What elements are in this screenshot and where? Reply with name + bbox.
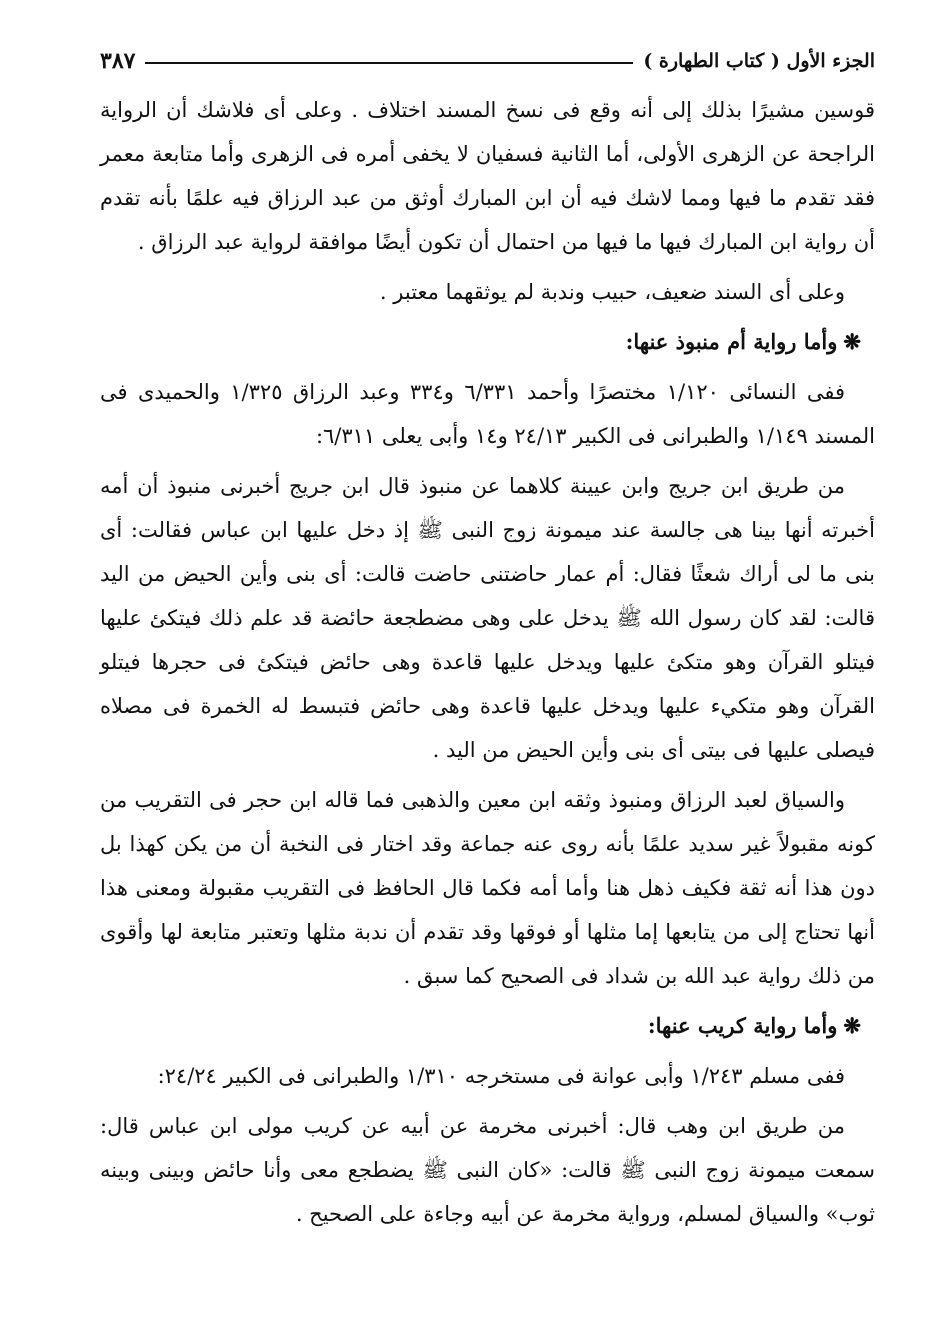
paragraph: ففى النسائى ١/١٢٠ مختصرًا وأحمد ٦/٣٣١ و٣٣٤ وعبد الرزاق ١/٣٢٥ والحميدى فى المسند ١/١٤٩ والطبرانى فى الكبير ٢٤/١٣ و١٤ وأبى يعلى ٦/٣١١: bbox=[100, 380, 875, 448]
paragraph: من طريق ابن وهب قال: أخبرنى مخرمة عن أبيه عن كريب مولى ابن عباس قال: سمعت ميمونة زوج النبى ﷺ قالت: «كان النبى ﷺ يضطجع معى وأنا حائض وبينى وبينه ثوب» والسياق لمسلم، ورواية مخرمة عن أبيه وجاءة على الصحيح . bbox=[100, 1114, 875, 1226]
page-body bbox=[100, 88, 875, 1242]
page-header bbox=[100, 44, 875, 78]
paragraph: وعلى أى السند ضعيف، حبيب وندبة لم يوثقهما معتبر . bbox=[379, 280, 845, 304]
header-rule bbox=[145, 62, 633, 64]
section-heading bbox=[100, 1004, 875, 1048]
page-number: ٣٨٧ bbox=[100, 48, 136, 74]
paragraph: قوسين مشيرًا بذلك إلى أنه وقع فى نسخ المسند اختلاف . وعلى أى فلاشك أن الرواية الراجحة عن الزهرى الأولى، أما الثانية فسفيان لا يخفى أمره فى الزهرى وأما متابعة معمر فقد تقدم ما فيها ومما لاشك فيه أن ابن المبارك أوثق من عبد الرزاق فيه علمًا بأنه تقدم أن رواية ابن المبارك فيها ما فيها من احتمال أن تكون أيضًا موافقة لرواية عبد الرزاق . bbox=[100, 98, 875, 254]
running-title: الجزء الأول ( كتاب الطهارة ) bbox=[643, 50, 875, 72]
paragraph: والسياق لعبد الرزاق ومنبوذ وثقه ابن معين والذهبى فما قاله ابن حجر فى التقريب من كونه مقبولاً غير سديد علمًا بأنه روى عنه جماعة وقد اختار فى النخبة أن من يكن كهذا بل دون هذا أنه ثقة فكيف ذهل هنا وأما أمه فكما قال الحافظ فى التقريب مقبولة ومعنى هذا أنها تحتاج إلى من يتابعها إما مثلها أو فوقها وقد تقدم أن ندبة مثلها وتعتبر متابعة لها وأقوى من ذلك رواية عبد الله بن شداد فى الصحيح كما سبق . bbox=[100, 788, 875, 988]
star-ornament-icon: ❋ bbox=[843, 329, 861, 354]
paragraph: ففى مسلم ١/٢٤٣ وأبى عوانة فى مستخرجه ١/٣١٠ والطبرانى فى الكبير ٢٤/٢٤: bbox=[157, 1064, 845, 1088]
star-ornament-icon: ❋ bbox=[843, 1013, 861, 1038]
section-heading-text: وأما رواية أم منبوذ عنها: bbox=[625, 329, 838, 354]
section-heading-text: وأما رواية كريب عنها: bbox=[647, 1013, 838, 1038]
paragraph: من طريق ابن جريج وابن عيينة كلاهما عن منبوذ قال ابن جريج أخبرنى منبوذ أن أمه أخبرته أنها بينا هى جالسة عند ميمونة زوج النبى ﷺ إذ دخل عليها ابن عباس فقالت: أى بنى ما لى أراك شعثًا فقال: أم عمار حاضتنى حاضت قالت: أى بنى وأين الحيض من اليد قالت: لقد كان رسول الله ﷺ يدخل على وهى مضطجعة حائضة قد علم ذلك فيتكئ عليها فيتلو القرآن وهو متكئ عليها ويدخل عليها قاعدة وهى حائض فيتكئ فى حجرها فيتلو القرآن وهو متكيء عليها ويدخل عليها قاعدة وهى حائض فتبسط له الخمرة فى مصلاه فيصلى عليها فى بيتى أى بنى وأين الحيض من اليد . bbox=[100, 474, 875, 762]
section-heading bbox=[100, 320, 875, 364]
